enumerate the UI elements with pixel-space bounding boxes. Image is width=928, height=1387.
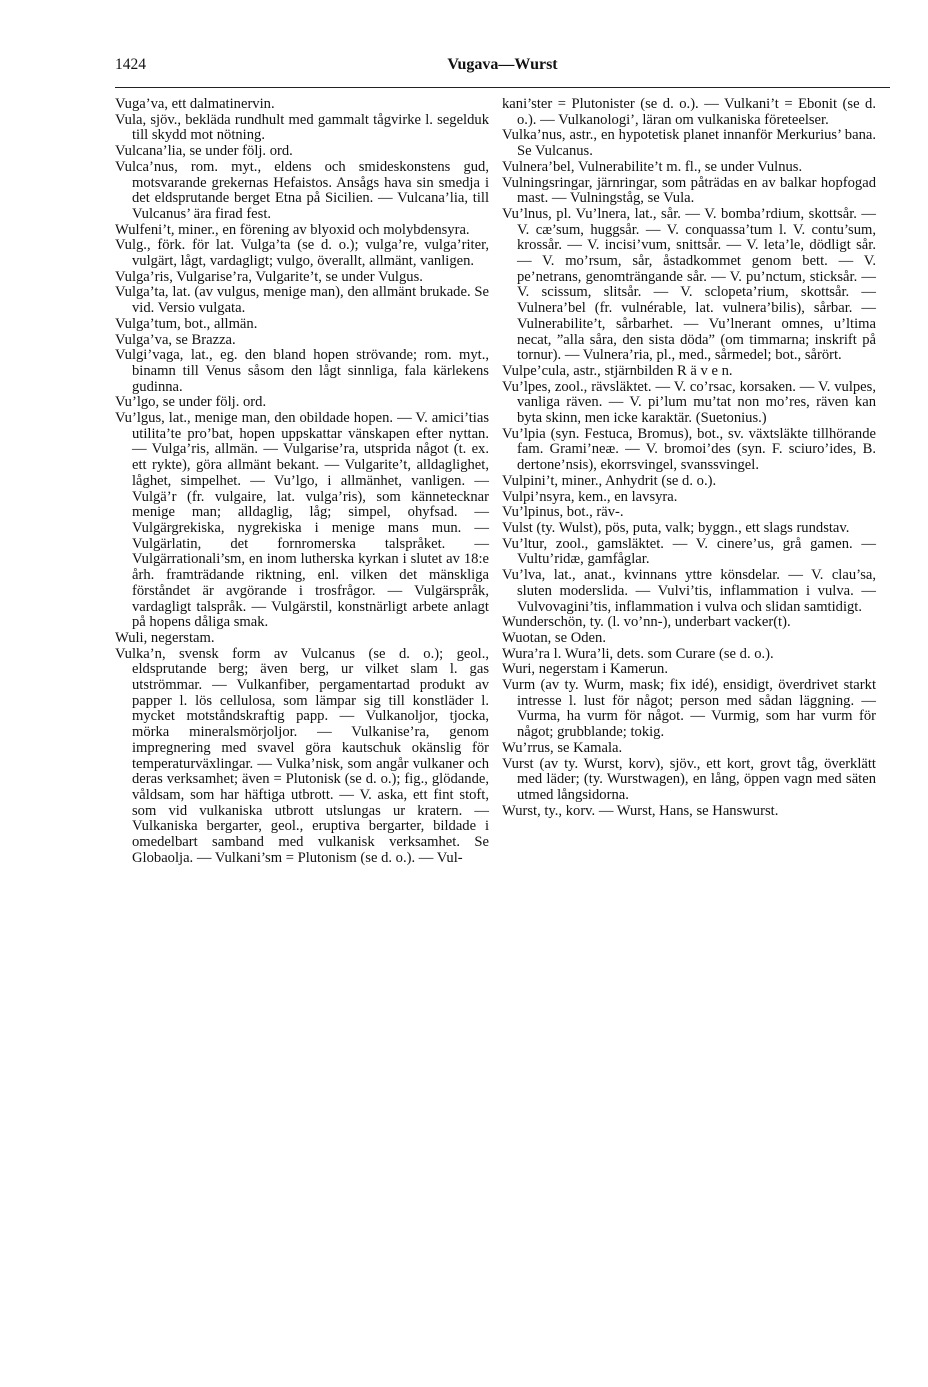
- page-header: [115, 56, 890, 80]
- dictionary-entry: Vu’ltur, zool., gamsläktet. — V. cinere’us, grå gamen. — Vultu’ridæ, gamfåglar.: [502, 535, 876, 568]
- dictionary-entry: Vulka’n, svensk form av Vulcanus (se d. o.); geol., eldsprutande berg; även berg, ur vilket slam l. gas utströmmar. — Vulkanfiber, pergamentartad produkt av papper l. lös cellulosa, som lämpar sig till konstläder l. mycket motståndskraftig papp. — Vulkanoljor, tjocka, mörka mineralsmörjoljor. — Vulkanise’ra, genom impregnering med svavel göra kautschuk okänslig för temperaturväxlingar. — Vulka’nisk, som angår vulkaner och deras verksamhet; även = Plutonisk (se d. o.); fig., glödande, våldsam, som har häftiga utbrott. — V. aska, ett fint stoft, som vid vulkaniska utbrott utslungas ur kratern. — Vulkaniska bergarter, geol., eruptiva bergarter, bildade i omedelbart samband med vulkanisk verksamhet. Se Globaolja. — Vulkani’sm = Plutonism (se d. o.). — Vul-: [115, 645, 489, 866]
- dictionary-entry: Wuri, negerstam i Kamerun.: [502, 661, 668, 678]
- dictionary-entry: Vulgi’vaga, lat., eg. den bland hopen strövande; rom. myt., binamn till Venus såsom den lågt sinnliga, fala kärlekens gudinna.: [115, 347, 489, 395]
- dictionary-entry: Vulnera’bel, Vulnerabilite’t m. fl., se under Vulnus.: [502, 158, 803, 175]
- dictionary-entry: Wu’rrus, se Kamala.: [502, 739, 623, 756]
- dictionary-entry: Vuga’va, ett dalmatinervin.: [115, 96, 275, 112]
- dictionary-entry: Vu’lpes, zool., rävsläktet. — V. co’rsac, korsaken. — V. vulpes, vanliga räven. — V. pi’lum mu’tat non mo’res, räven kan byta skinn, men icke karaktär. (Suetonius.): [502, 378, 876, 427]
- page-number: 1424: [115, 56, 146, 73]
- dictionary-entry: Vu’lpinus, bot., räv-.: [502, 504, 624, 521]
- dictionary-entry: Vu’lva, lat., anat., kvinnans yttre könsdelar. — V. clau’sa, sluten moderslida. — Vulvi’tis, inflammation i vulva. — Vulvovagini’tis, inflammation i vulva och slidan samtidigt.: [502, 567, 876, 615]
- dictionary-entry: Vu’lpia (syn. Festuca, Bromus), bot., sv. växtsläkte tillhörande fam. Grami’neæ. — V. bromoi’des (syn. F. sciuro’ides, B. dertone’nsis), ekorrsvingel, svanssvingel.: [502, 425, 876, 474]
- dictionary-entry: Vula, sjöv., bekläda rundhult med gammalt tågvirke l. segelduk till skydd mot nötning.: [115, 111, 489, 144]
- dictionary-entry: Wuli, negerstam.: [115, 629, 215, 646]
- dictionary-entry: Wulfeni’t, miner., en förening av blyoxid och molybdensyra.: [115, 221, 470, 238]
- dictionary-entry: Vulst (ty. Wulst), pös, puta, valk; byggn., ett slags rundstav.: [502, 519, 850, 536]
- dictionary-entry: Vulcana’lia, se under följ. ord.: [115, 143, 293, 160]
- dictionary-entry: Vurm (av ty. Wurm, mask; fix idé), ensidigt, överdrivet starkt intresse l. lust för något; person med sådan läggning. — Vurma, ha vurm för något. — Vurmig, som har vurm för något; grubblande; tokig.: [502, 677, 876, 741]
- dictionary-entry: kani’ster = Plutonister (se d. o.). — Vulkani’t = Ebonit (se d. o.). — Vulkanologi’, läran om vulkaniska företeelser.: [502, 96, 876, 128]
- right-column: [502, 97, 876, 819]
- header-rule: [115, 87, 890, 88]
- dictionary-entry: Wunderschön, ty. (l. vo’nn-), underbart vacker(t).: [502, 614, 791, 631]
- dictionary-entry: Vurst (av ty. Wurst, korv), sjöv., ett kort, grovt tåg, överklätt med läder; (ty. Wurstwagen), en lång, öppen vagn med säten utmed långsidorna.: [502, 755, 876, 803]
- dictionary-entry: Vulpe’cula, astr., stjärnbilden R ä v e n.: [502, 362, 733, 379]
- dictionary-entry: Vulg., förk. för lat. Vulga’ta (se d. o.); vulga’re, vulga’riter, vulgärt, lågt, vardagligt; vulgo, överallt, allmänt, vanligen.: [115, 237, 489, 270]
- dictionary-entry: Vulga’va, se Brazza.: [115, 331, 236, 348]
- dictionary-entry: Wura’ra l. Wura’li, dets. som Curare (se d. o.).: [502, 645, 774, 662]
- dictionary-entry: Vu’lnus, pl. Vu’lnera, lat., sår. — V. bomba’rdium, skottsår. — V. cæ’sum, huggsår. — V. conquassa’tum l. V. contu’sum, krossår. — V. incisi’vum, snittsår. — V. leta’le, dödligt sår. — V. mo’rsum, sår, åstadkommet genom bett. — V. pe’netrans, genomträngande sår. — V. pu’nctum, sticksår. — V. scissum, slitsår. — V. sclopeta’rium, skottsår. — Vulnera’bel (fr. vulnérable, lat. vulnera’bilis), sårbar. — Vulnerabilite’t, sårbarhet. — Vu’lnerant omnes, u’ltima necat, ”alla såra, den sista döda” (om timmarna; inskrift på tornur). — Vulnera’ria, pl., med., sårmedel; bot., sårört.: [502, 205, 876, 364]
- dictionary-entry: Vulningsringar, järnringar, som påträdas en av balkar hopfogad mast. — Vulningståg, se Vula.: [502, 174, 876, 207]
- dictionary-entry: Wurst, ty., korv. — Wurst, Hans, se Hanswurst.: [502, 802, 779, 819]
- dictionary-entry: Vulga’ris, Vulgarise’ra, Vulgarite’t, se under Vulgus.: [115, 268, 423, 285]
- left-column: [115, 97, 489, 866]
- dictionary-entry: Vulga’tum, bot., allmän.: [115, 315, 258, 332]
- dictionary-entry: Vulca’nus, rom. myt., eldens och smideskonstens gud, motsvarande grekernas Hefaistos. Ansågs hava sin smedja i det eldsprutande berget Etna på Sicilien. — Vulcana’lia, till Vulcanus’ ära firad fest.: [115, 158, 489, 222]
- dictionary-entry: Vulpini’t, miner., Anhydrit (se d. o.).: [502, 472, 717, 489]
- dictionary-entry: Vulpi’nsyra, kem., en lavsyra.: [502, 488, 678, 505]
- dictionary-entry: Vulka’nus, astr., en hypotetisk planet innanför Merkurius’ bana. Se Vulcanus.: [502, 127, 876, 160]
- running-title: Vugava—Wurst: [447, 56, 558, 73]
- dictionary-entry: Vu’lgus, lat., menige man, den obildade hopen. — V. amici’tias utilita’te pro’bat, hopen uppskattar vänskapen efter nyttan. — Vulga’ris, allmän. — Vulgarise’ra, utsprida något (t. ex. ett rykte), göra allmänt bekant. — Vulgarite’t, alldaglighet, låghet, simpelhet. — Vu’lgo, i allmänhet, vanligen. — Vulgä’r (fr. vulgaire, lat. vulga’ris), som kännetecknar menige man; alldaglig, låg; simpel, ohyfsad. — Vulgärgrekiska, nygrekiska i menige mans mun. — Vulgärlatin, det fornromerska talspråket. — Vulgärrationali’sm, en inom lutherska kyrkan i slutet av 18:e årh. framträdande riktning, enl. vilken det mänskliga förståndet är avgörande i trosfrågor. — Vulgärspråk, vardagligt talspråk. — Vulgärstil, konstnärligt arbete anlagt på hopens dåliga smak.: [115, 410, 489, 631]
- dictionary-entry: Vu’lgo, se under följ. ord.: [115, 394, 267, 411]
- dictionary-entry: Vulga’ta, lat. (av vulgus, menige man), den allmänt brukade. Se vid. Versio vulgata.: [115, 284, 489, 317]
- dictionary-entry: Wuotan, se Oden.: [502, 629, 606, 646]
